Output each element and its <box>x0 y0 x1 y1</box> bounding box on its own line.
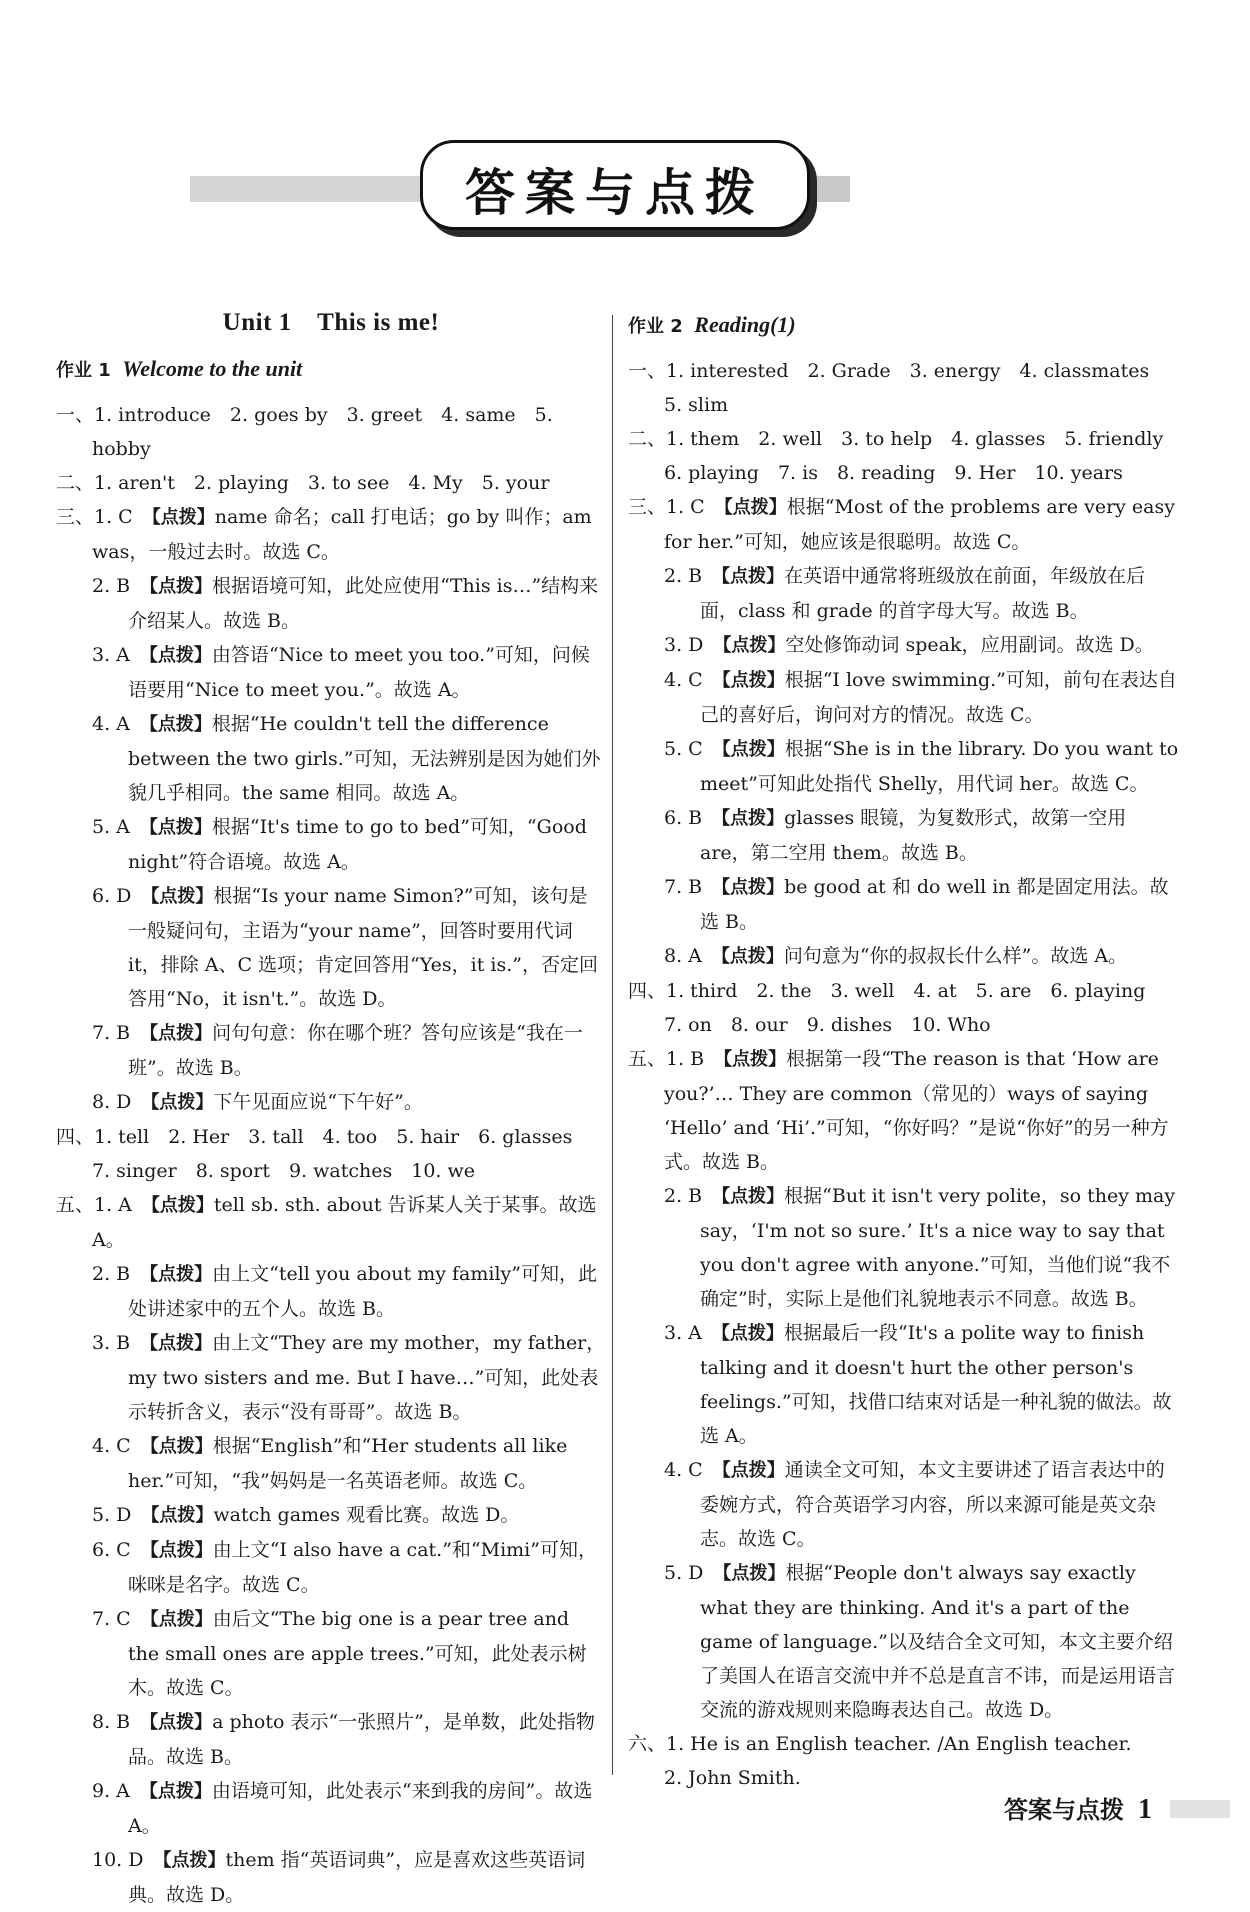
tip-label: 【点拨】 <box>151 507 215 528</box>
unit-title: Unit 1 This is me! <box>222 309 440 336</box>
answer-line: 五、1. B 【点拨】根据第一段“The reason is that ‘How are you?’… They are common（常见的）ways of saying ‘Hello’ and ‘Hi’.”可知，“你好吗？”是说“你好”的另一种方式。故选 B。 <box>628 1048 1169 1173</box>
answer-line: 二、1. aren't 2. playing 3. to see 4. My 5. your <box>56 472 550 494</box>
tip-label: 【点拨】 <box>722 635 786 656</box>
right-column <box>628 300 1180 1795</box>
tip-label: 【点拨】 <box>149 576 213 597</box>
answer-line: 5. slim <box>664 394 729 416</box>
tip-label: 【点拨】 <box>149 1023 213 1044</box>
homework-label: 作业 1 <box>56 360 111 381</box>
tip-label: 【点拨】 <box>723 497 787 518</box>
answer-line: 5. D 【点拨】watch games 观看比赛。故选 D。 <box>92 1504 520 1526</box>
answer-line: 6. D 【点拨】根据“Is your name Simon?”可知，该句是一般疑问句，主语为“your name”，回答时要用代词 it，排除 A、C 选项；肯定回答用“Yes，it is.”，否定回答用“No，it isn't.”。故选 D。 <box>92 885 598 1010</box>
answer-line: 2. B 【点拨】根据语境可知，此处应使用“This is…”结构来介绍某人。故选 B。 <box>92 575 599 632</box>
tip-label: 【点拨】 <box>150 1195 214 1216</box>
answer-line: 8. A 【点拨】问句意为“你的叔叔长什么样”。故选 A。 <box>664 945 1128 967</box>
tip-label: 【点拨】 <box>162 1850 226 1871</box>
answer-line: 三、1. C 【点拨】name 命名；call 打电话；go by 叫作；am was，一般过去时。故选 C。 <box>56 506 592 563</box>
page-number: 1 <box>1138 1794 1152 1825</box>
answer-line: 3. A 【点拨】根据最后一段“It's a polite way to finish talking and it doesn't hurt the other person's feelings.”可知，找借口结束对话是一种礼貌的做法。故选 A。 <box>664 1322 1172 1447</box>
answer-list <box>628 354 1180 1795</box>
banner-tag <box>420 140 810 230</box>
tip-label: 【点拨】 <box>148 817 212 838</box>
answer-line: 5. D 【点拨】根据“People don't always say exactly what they are thinking. And it's a part of the game of language.”以及结合全文可知，本文主要介绍了美国人在语言交流中并不总是直言不讳，而是运用语言交流的游戏规则来隐晦表达自己。故选 D。 <box>664 1562 1176 1721</box>
answer-line: 7. B 【点拨】be good at 和 do well in 都是固定用法。故选 B。 <box>664 876 1169 933</box>
homework-name: Reading(1) <box>694 312 796 337</box>
header-banner <box>190 140 850 230</box>
answer-line: 5. C 【点拨】根据“She is in the library. Do you want to meet”可知此处指代 Shelly，用代词 her。故选 C。 <box>664 738 1179 795</box>
answer-line: 4. C 【点拨】根据“English”和“Her students all like her.”可知，“我”妈妈是一名英语老师。故选 C。 <box>92 1435 568 1492</box>
answer-line: 8. D 【点拨】下午见面应说“下午好”。 <box>92 1091 423 1113</box>
answer-line: 2. John Smith. <box>664 1767 801 1789</box>
page-footer <box>1004 1790 1152 1826</box>
tip-label: 【点拨】 <box>721 566 785 587</box>
tip-label: 【点拨】 <box>150 1505 214 1526</box>
tip-label: 【点拨】 <box>721 1186 785 1207</box>
answer-line: 2. B 【点拨】由上文“tell you about my family”可知，此处讲述家中的五个人。故选 B。 <box>92 1263 597 1320</box>
tip-label: 【点拨】 <box>150 1092 214 1113</box>
page-title: 答案与点拨 <box>465 164 765 222</box>
tip-label: 【点拨】 <box>722 1563 786 1584</box>
answer-line: 四、1. tell 2. Her 3. tall 4. too 5. hair 6. glasses <box>56 1126 573 1148</box>
tip-label: 【点拨】 <box>149 1264 213 1285</box>
answer-line: 3. A 【点拨】由答语“Nice to meet you too.”可知，问候语要用“Nice to meet you.”。故选 A。 <box>92 644 590 701</box>
banner-bar-left <box>190 176 440 202</box>
answer-line: 3. D 【点拨】空处修饰动词 speak，应用副词。故选 D。 <box>664 634 1154 656</box>
tip-label: 【点拨】 <box>720 1323 784 1344</box>
answer-line: 7. B 【点拨】问句句意：你在哪个班？答句应该是“我在一班”。故选 B。 <box>92 1022 583 1079</box>
tip-label: 【点拨】 <box>150 886 214 907</box>
tip-label: 【点拨】 <box>149 1436 213 1457</box>
answer-line: 2. B 【点拨】根据“But it isn't very polite，so they may say，‘I'm not so sure.’ It's a nice way to say that you don't agree with anyone.”可知，当他们说“我不确定”时，实际上是他们礼貌地表示不同意。故选 B。 <box>664 1185 1176 1310</box>
answer-line: 6. B 【点拨】glasses 眼镜，为复数形式，故第一空用 are，第二空用 them。故选 B。 <box>664 807 1127 864</box>
footer-label: 答案与点拨 <box>1004 1796 1124 1824</box>
answer-line: 7. singer 8. sport 9. watches 10. we <box>92 1160 475 1182</box>
tip-label: 【点拨】 <box>721 808 785 829</box>
answer-line: 三、1. C 【点拨】根据“Most of the problems are very easy for her.”可知，她应该是很聪明。故选 C。 <box>628 496 1175 553</box>
answer-line: 6. C 【点拨】由上文“I also have a cat.”和“Mimi”可知，咪咪是名字。故选 C。 <box>92 1539 597 1596</box>
answer-line: 10. D 【点拨】them 指“英语词典”，应是喜欢这些英语词典。故选 D。 <box>92 1849 586 1906</box>
answer-line: 7. on 8. our 9. dishes 10. Who <box>664 1014 991 1036</box>
answer-line: 4. C 【点拨】根据“I love swimming.”可知，前句在表达自己的喜好后，询问对方的情况。故选 C。 <box>664 669 1177 726</box>
left-column <box>56 300 606 1912</box>
tip-label: 【点拨】 <box>720 946 784 967</box>
answer-line: 6. playing 7. is 8. reading 9. Her 10. years <box>664 462 1123 484</box>
tip-label: 【点拨】 <box>148 714 212 735</box>
answer-line: 4. A 【点拨】根据“He couldn't tell the difference between the two girls.”可知，无法辨别是因为她们外貌几乎相同。the same 相同。故选 A。 <box>92 713 601 804</box>
tip-label: 【点拨】 <box>723 1049 787 1070</box>
homework-title <box>56 352 606 388</box>
answer-list <box>56 398 606 1912</box>
answer-line: 二、1. them 2. well 3. to help 4. glasses 5. friendly <box>628 428 1164 450</box>
answer-line: 一、1. interested 2. Grade 3. energy 4. classmates <box>628 360 1150 382</box>
answer-line: 六、1. He is an English teacher. /An English teacher. <box>628 1733 1132 1755</box>
answer-line: 7. C 【点拨】由后文“The big one is a pear tree and the small ones are apple trees.”可知，此处表示树木。故选 C。 <box>92 1608 587 1699</box>
answer-line: 5. A 【点拨】根据“It's time to go to bed”可知，“Good night”符合语境。故选 A。 <box>92 816 587 873</box>
answer-line: 五、1. A 【点拨】tell sb. sth. about 告诉某人关于某事。故选 A。 <box>56 1194 597 1251</box>
homework-name: Welcome to the unit <box>122 356 303 381</box>
tip-label: 【点拨】 <box>149 1712 213 1733</box>
tip-label: 【点拨】 <box>148 645 212 666</box>
tip-label: 【点拨】 <box>148 1781 212 1802</box>
answer-line: 2. B 【点拨】在英语中通常将班级放在前面，年级放在后面，class 和 grade 的首字母大写。故选 B。 <box>664 565 1146 622</box>
answer-line: 一、1. introduce 2. goes by 3. greet 4. same 5. hobby <box>56 404 553 460</box>
homework-title <box>628 308 1180 344</box>
footer-decoration <box>1170 1800 1230 1818</box>
tip-label: 【点拨】 <box>721 1460 785 1481</box>
answer-line: 3. B 【点拨】由上文“They are my mother，my father，my two sisters and me. But I have…”可知，此处表示转折含义，表示“没有哥哥”。故选 B。 <box>92 1332 606 1423</box>
tip-label: 【点拨】 <box>149 1333 213 1354</box>
answer-line: 4. C 【点拨】通读全文可知，本文主要讲述了语言表达中的委婉方式，符合英语学习内容，所以来源可能是英文杂志。故选 C。 <box>664 1459 1165 1550</box>
tip-label: 【点拨】 <box>721 877 785 898</box>
tip-label: 【点拨】 <box>149 1540 213 1561</box>
answer-line: 四、1. third 2. the 3. well 4. at 5. are 6. playing <box>628 980 1146 1002</box>
homework-label: 作业 2 <box>628 316 683 337</box>
tip-label: 【点拨】 <box>149 1609 213 1630</box>
answer-line: 9. A 【点拨】由语境可知，此处表示“来到我的房间”。故选 A。 <box>92 1780 593 1837</box>
column-divider <box>612 315 613 1775</box>
tip-label: 【点拨】 <box>721 670 785 691</box>
answer-line: 8. B 【点拨】a photo 表示“一张照片”，是单数，此处指物品。故选 B。 <box>92 1711 595 1768</box>
tip-label: 【点拨】 <box>721 739 785 760</box>
